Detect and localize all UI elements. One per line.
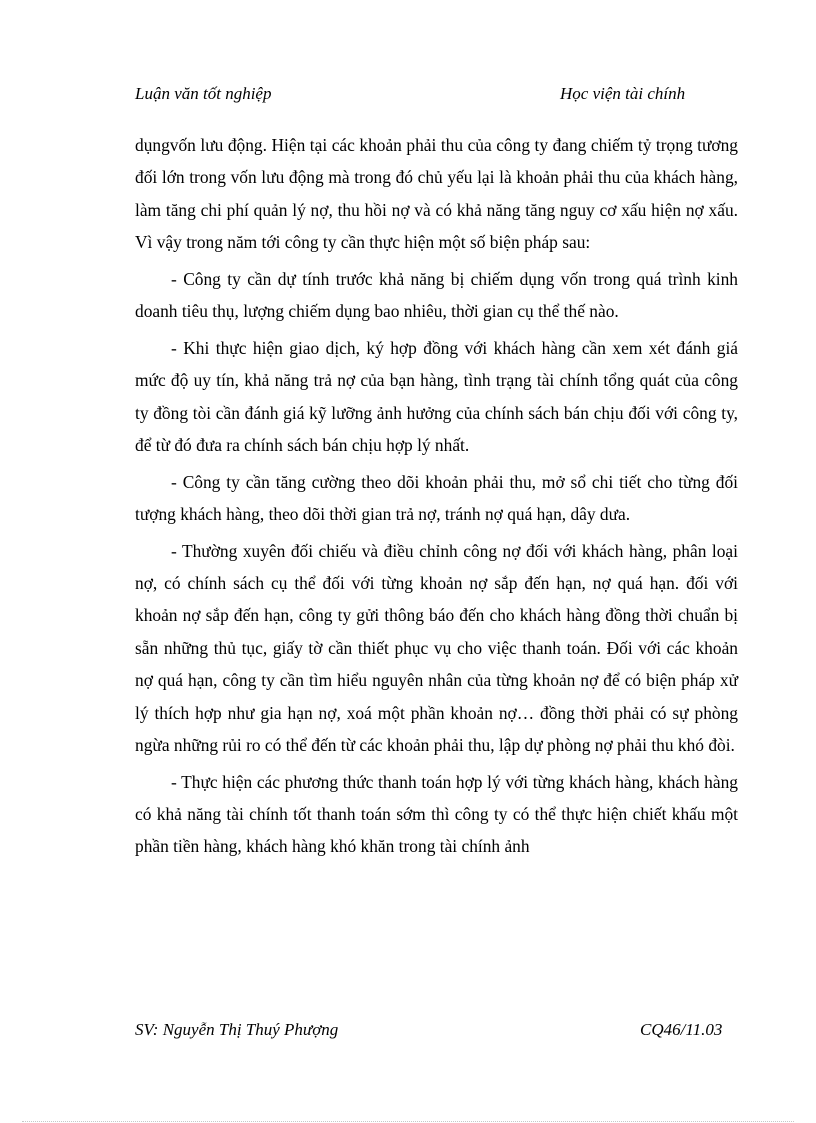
page-bottom-divider	[22, 1121, 794, 1122]
paragraph-measure-1: - Công ty cần dự tính trước khả năng bị chiếm dụng vốn trong quá trình kinh doanh tiêu thụ, lượng chiếm dụng bao nhiêu, thời gian cụ thể thế nào.	[135, 268, 738, 322]
footer-class-code: CQ46/11.03	[640, 1020, 723, 1039]
footer-student-name: SV: Nguyễn Thị Thuý Phượng	[135, 1020, 339, 1039]
header-institution: Học viện tài chính	[560, 84, 686, 103]
paragraph-measure-2: - Khi thực hiện giao dịch, ký hợp đồng với khách hàng cần xem xét đánh giá mức độ uy tín, khả năng trả nợ của bạn hàng, tình trạng tài chính tổng quát của công ty đồng tòi cần đánh giá kỹ lưỡng ảnh hưởng của chính sách bán chịu đối với công ty, để từ đó đưa ra chính sách bán chịu hợp lý nhất.	[135, 337, 738, 456]
paragraph-measure-4: - Thường xuyên đối chiếu và điều chỉnh công nợ đối với khách hàng, phân loại nợ, có chính sách cụ thể đối với từng khoản nợ sắp đến hạn, nợ quá hạn. đối với khoản nợ sắp đến hạn, công ty gửi thông báo đến cho khách hàng đồng thời chuẩn bị sẵn những thủ tục, giấy tờ cần thiết phục vụ cho việc thanh toán. Đối với các khoản nợ quá hạn, công ty cần tìm hiểu nguyên nhân của từng khoản nợ để có biện pháp xử lý thích hợp như gia hạn nợ, xoá một phần khoản nợ… đồng thời phải có sự phòng ngừa những rủi ro có thể đến từ các khoản phải thu, lập dự phòng nợ phải thu khó đòi.	[135, 540, 738, 756]
page-body	[135, 129, 738, 863]
header-thesis-title: Luận văn tốt nghiệp	[135, 84, 272, 103]
paragraph-measure-3: - Công ty cần tăng cường theo dõi khoản phải thu, mở sổ chi tiết cho từng đối tượng khách hàng, theo dõi thời gian trả nợ, tránh nợ quá hạn, dây dưa.	[135, 471, 738, 525]
paragraph-continuation: dụngvốn lưu động. Hiện tại các khoản phải thu của công ty đang chiếm tỷ trọng tương đối lớn trong vốn lưu động mà trong đó chủ yếu lại là khoản phải thu của khách hàng, làm tăng chi phí quản lý nợ, thu hồi nợ và có khả năng tăng nguy cơ xấu hiện nợ xấu. Vì vậy trong năm tới công ty cần thực hiện một số biện pháp sau:	[135, 135, 738, 253]
paragraph-measure-5: - Thực hiện các phương thức thanh toán hợp lý với từng khách hàng, khách hàng có khả năng tài chính tốt thanh toán sớm thì công ty có thể thực hiện chiết khấu một phần tiền hàng, khách hàng khó khăn trong tài chính ảnh	[135, 771, 738, 857]
